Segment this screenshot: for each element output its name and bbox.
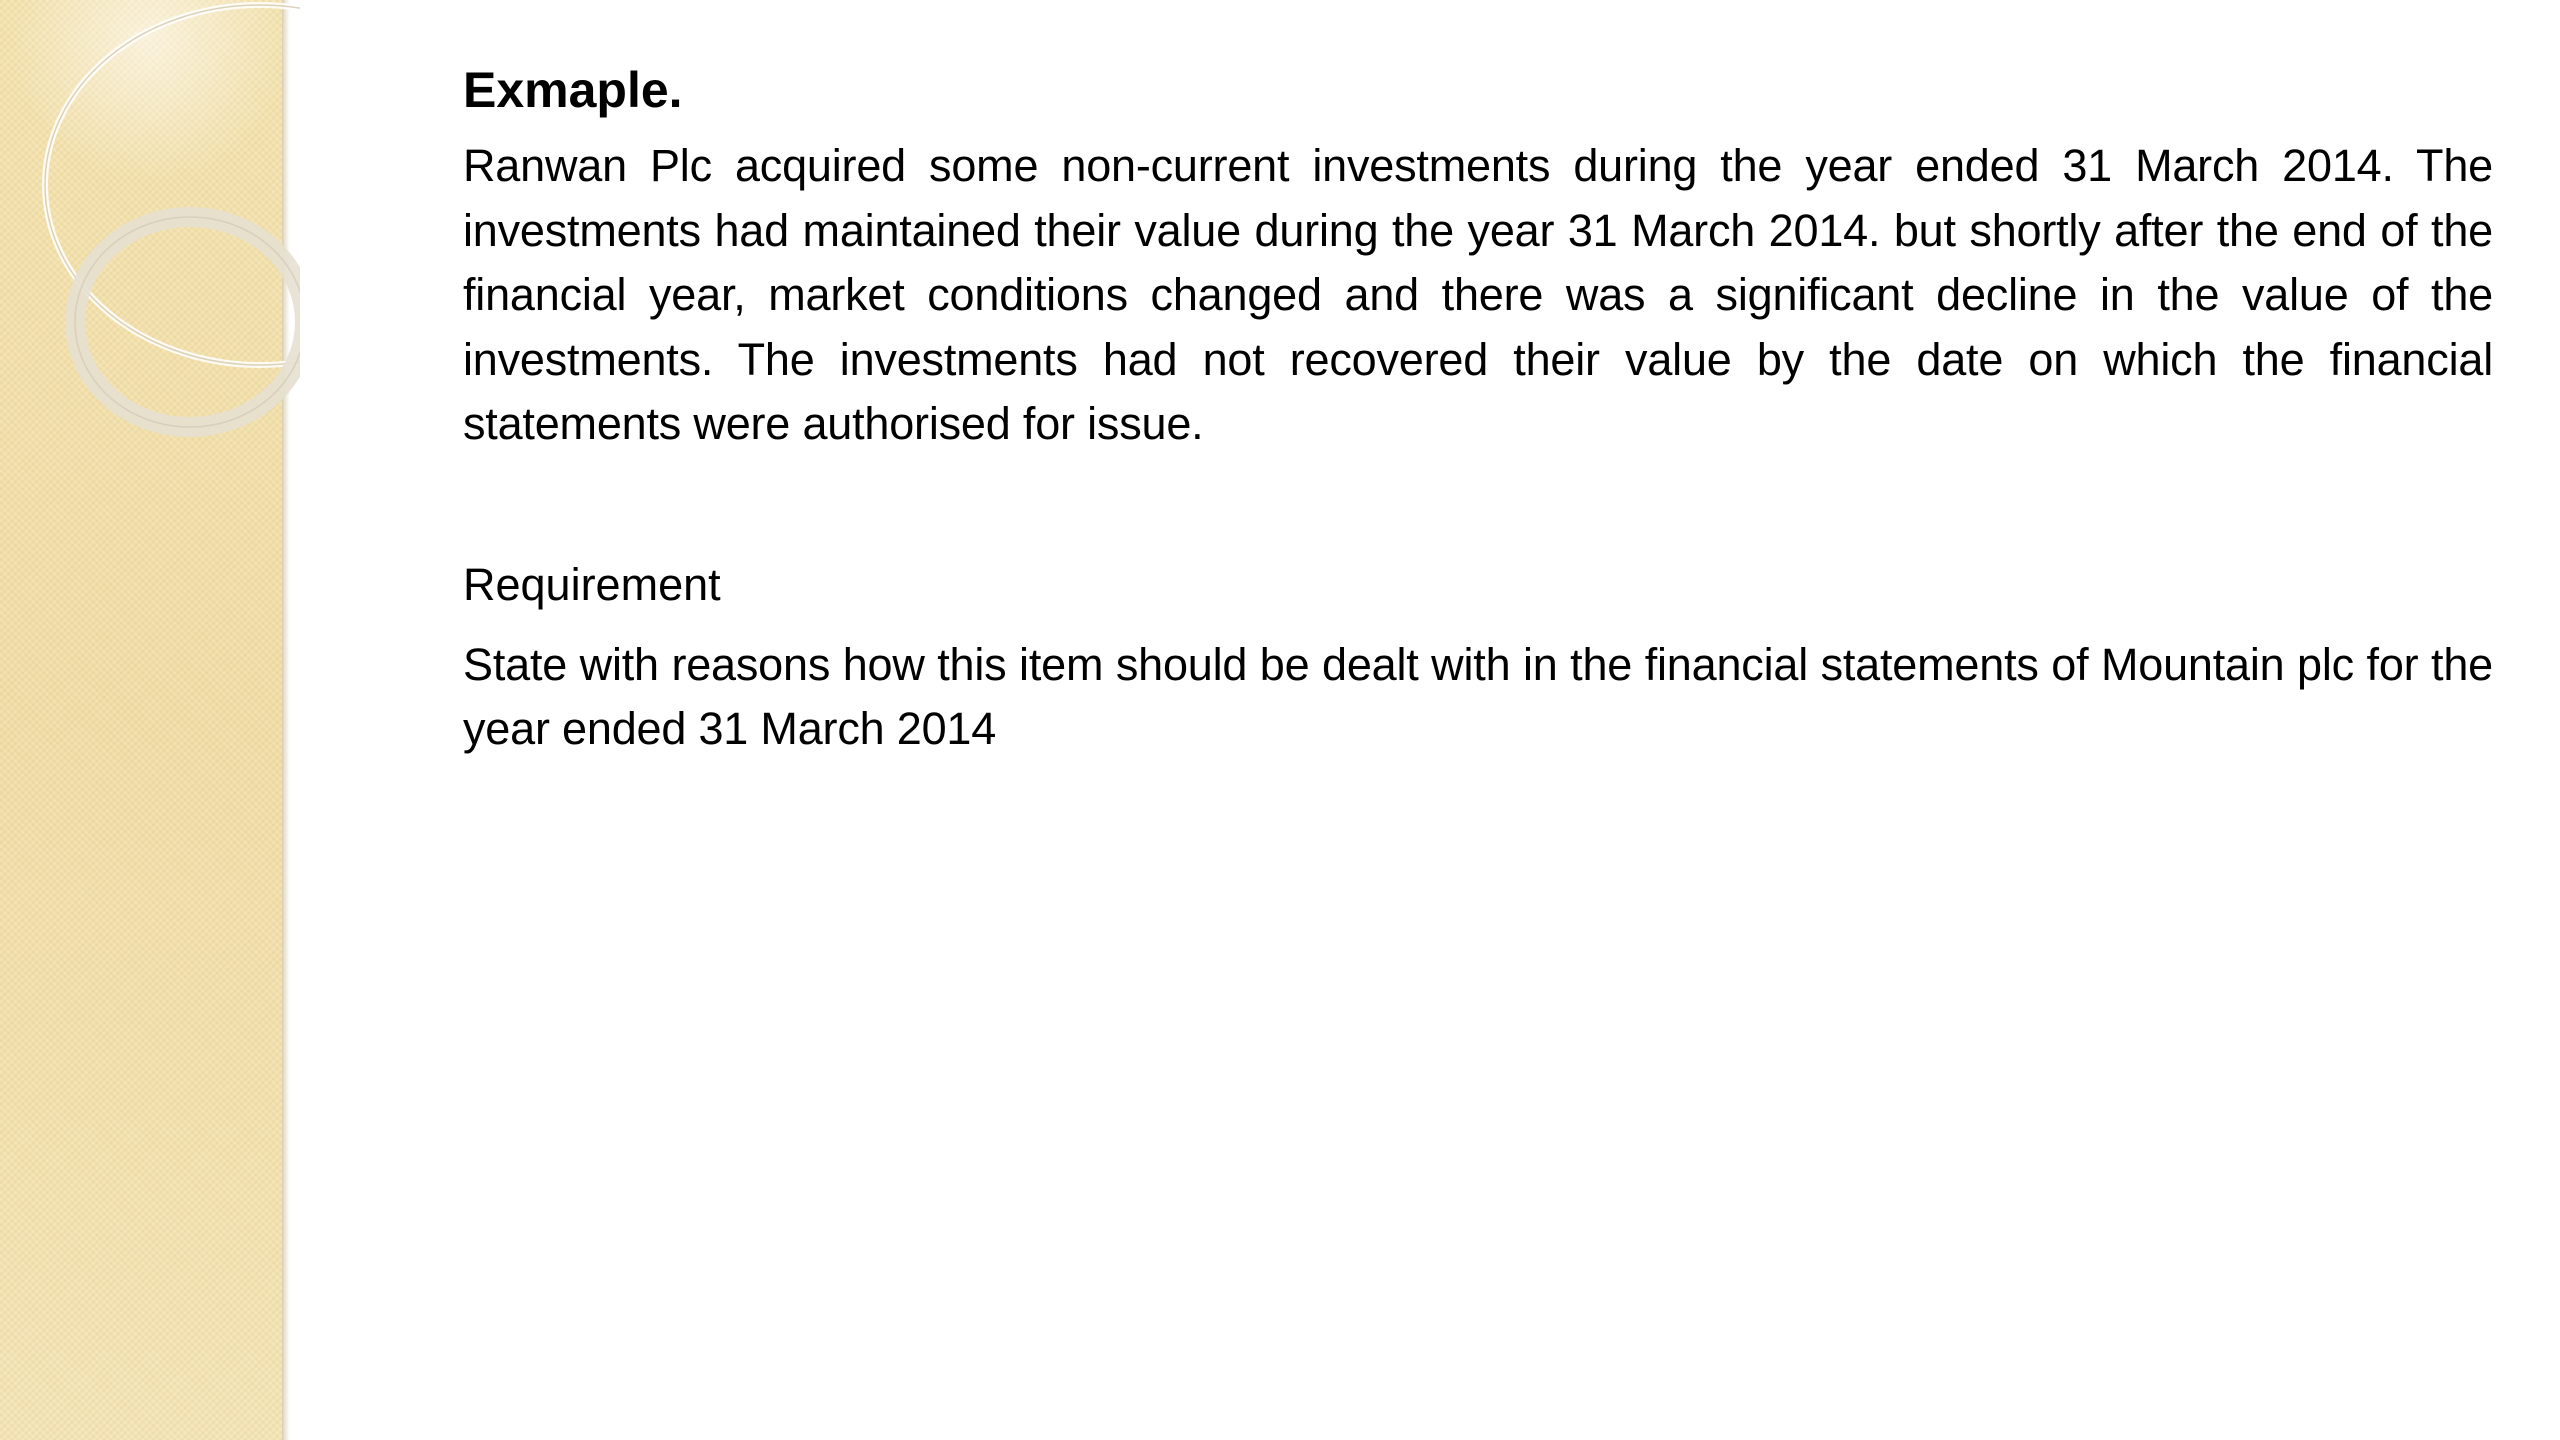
slide-title: Exmaple. bbox=[463, 62, 683, 118]
requirement-heading: Requirement bbox=[463, 558, 721, 610]
decorative-rings bbox=[0, 0, 300, 500]
example-paragraph: Ranwan Plc acquired some non-current investments during the year ended 31 March 2014. The investments had maintained their value during the year 31 March 2014. but shortly after the end of the financial year, market conditions changed and there was a significant decline in the value of the investments. The investments had not recovered their value by the date on which the financial statements were authorised for issue. bbox=[463, 140, 2493, 449]
requirement-text: State with reasons how this item should be dealt with in the financial statements of Mountain plc for the year ended 31 March 2014 bbox=[463, 638, 2493, 754]
spacer bbox=[463, 457, 2493, 553]
slide-content bbox=[463, 58, 2493, 762]
